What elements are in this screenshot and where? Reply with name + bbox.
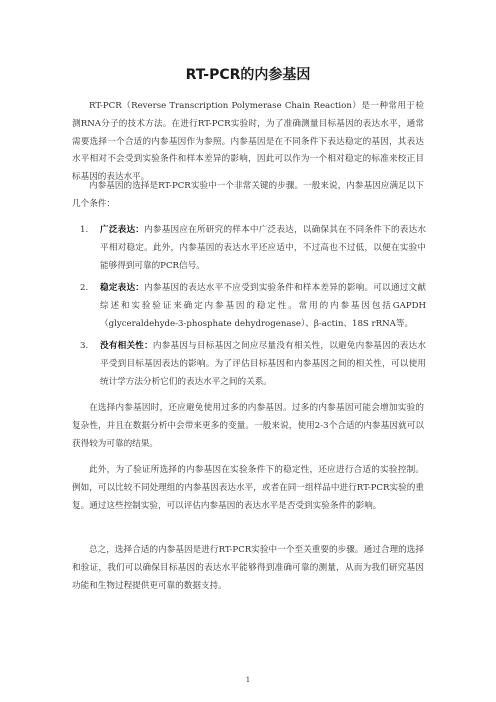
conclusion-paragraph: 总之，选择合适的内参基因是进行RT-PCR实验中一个至关重要的步骤。通过合理的选择和验证，我们可以确保目标基因的表达水平能够得到准确可靠的测量，从而为我们研究基因功能和生物过程提供更可靠的数据支持。 bbox=[72, 545, 424, 591]
page-number: 1 bbox=[245, 676, 251, 684]
list-item-number: 1. bbox=[80, 225, 89, 235]
list-item-text: 内参基因的表达水平不应受到实验条件和样本差异的影响。可以通过文献综述和实验验证来确定内参基因的稳定性。常用的内参基因包括GAPDH（glyceraldehyde-3-phosphate dehydrogenase）、β-actin、18S rRNA等。 bbox=[100, 283, 426, 329]
list-item-term: 广泛表达： bbox=[100, 225, 145, 235]
list-item-text: 内参基因与目标基因之间应尽量没有相关性，以避免内参基因的表达水平受到目标基因表达的影响。为了评估目标基因和内参基因之间的相关性，可以使用统计学方法分析它们的表达水平之间的关系。 bbox=[100, 341, 426, 387]
list-item-term: 没有相关性： bbox=[100, 341, 153, 351]
document-title: RT-PCR的内参基因 bbox=[185, 67, 311, 83]
list-item-number: 2. bbox=[80, 283, 89, 293]
list-item bbox=[72, 338, 426, 391]
criteria-intro-paragraph: 内参基因的选择是RT-PCR实验中一个非常关键的步骤。一般来说，内参基因应满足以下几个条件： bbox=[72, 181, 424, 209]
list-item bbox=[72, 280, 426, 333]
list-item-term: 稳定表达： bbox=[100, 283, 145, 293]
list-item-text: 内参基因应在所研究的样本中广泛表达，以确保其在不同条件下的表达水平相对稳定。此外，内参基因的表达水平还应适中，不过高也不过低，以便在实验中能够得到可靠的PCR信号。 bbox=[100, 225, 426, 271]
validation-paragraph: 此外，为了验证所选择的内参基因在实验条件下的稳定性，还应进行合适的实验控制。例如，可以比较不同处理组的内参基因表达水平，或者在同一组样品中进行RT-PCR实验的重复。通过这些控制实验，可以评估内参基因的表达水平是否受到实验条件的影响。 bbox=[72, 465, 424, 511]
selection-paragraph: 在选择内参基因时，还应避免使用过多的内参基因。过多的内参基因可能会增加实验的复杂性，并且在数据分析中会带来更多的变量。一般来说，使用2-3个合适的内参基因就可以获得较为可靠的结果。 bbox=[72, 403, 424, 449]
intro-paragraph: RT-PCR（Reverse Transcription Polymerase Chain Reaction）是一种常用于检测RNA分子的技术方法。在进行RT-PCR实验时，为了准确测量目标基因的表达水平，通常需要选择一个合适的内参基因作为参照。内参基因是在不同条件下表达稳定的基因，其表达水平相对不会受到实验条件和样本差异的影响，因此可以作为一个相对稳定的标准来校正目标基因的表达水平。 bbox=[72, 101, 424, 183]
list-item bbox=[72, 222, 426, 275]
list-item-number: 3. bbox=[80, 341, 89, 351]
